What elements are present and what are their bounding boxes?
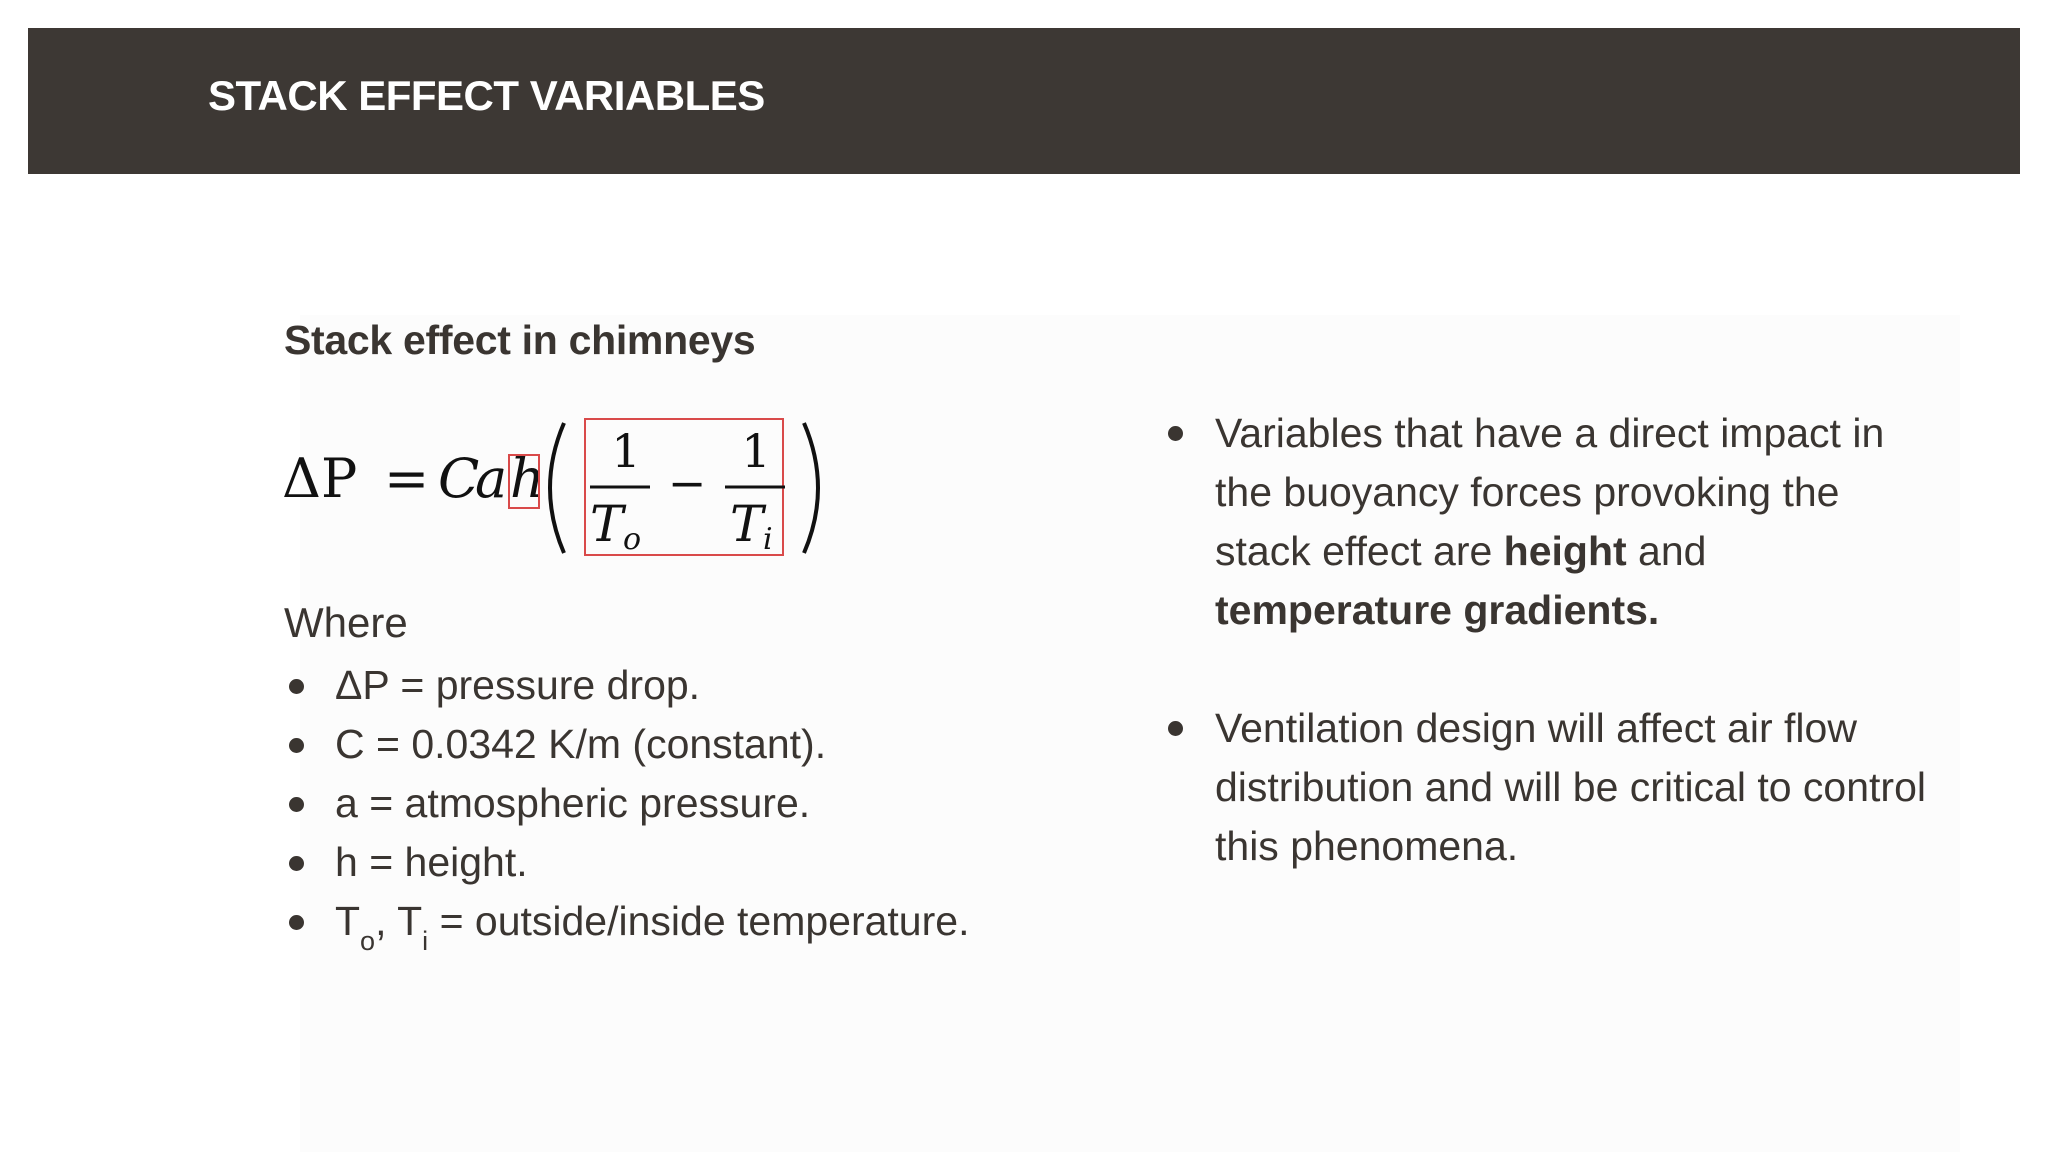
fraction-denominator-ti-subscript: i [763,522,773,557]
fraction-numerator-right: 1 [741,424,771,478]
slide-title: STACK EFFECT VARIABLES [208,72,765,119]
where-label: Where [284,599,408,646]
temp-separator: , [375,898,398,944]
list-item [284,896,969,955]
fraction-denominator-ti: T [730,495,764,553]
stack-effect-formula [280,413,840,563]
bullet-icon [289,797,304,812]
key-point-bold-temperature: temperature gradients. [1215,587,1660,633]
bullet-icon [289,679,304,694]
list-item [284,719,969,778]
list-item [1166,404,1926,640]
fraction-numerator-left: 1 [611,424,641,478]
key-point-text-middle: and [1626,528,1707,574]
key-points-list [1166,404,1926,876]
key-point-text: Ventilation design will affect air flow distribution and will be critical to control this phenomena. [1215,705,1926,869]
fraction-denominator-to: T [590,495,624,553]
key-point-text: Variables that have a direct impact in the buoyancy forces provoking the stack effect are [1215,410,1885,574]
list-item [284,660,969,719]
formula-delta-p: ΔP [282,447,358,510]
bullet-icon [289,738,304,753]
bullet-icon [1168,721,1183,736]
list-item [284,778,969,837]
formula-atmospheric-a: a [475,447,508,510]
formula-minus: − [667,456,707,510]
temp-sub-outside: o [360,926,376,956]
temp-var-outside: T [335,898,361,944]
formula-equals: = [384,447,430,510]
definition-text: ΔP = pressure drop. [335,662,701,708]
list-item [1166,699,1926,876]
definition-text: a = atmospheric pressure. [335,780,811,826]
list-item [284,837,969,896]
formula-height-h: h [510,447,545,510]
definition-text: C = 0.0342 K/m (constant). [335,721,827,767]
definition-text: = outside/inside temperature. [428,898,970,944]
bullet-icon [289,915,304,930]
bullet-icon [289,856,304,871]
bullet-icon [1168,426,1183,441]
right-parenthesis [804,423,818,553]
definition-text: h = height. [335,839,528,885]
key-point-bold-height: height [1503,528,1627,574]
formula-constant-c: C [438,447,480,510]
left-parenthesis [550,423,564,553]
variable-definitions-list [284,660,969,955]
section-title: Stack effect in chimneys [284,317,756,363]
temp-sub-inside: i [422,926,429,956]
fraction-denominator-to-subscript: o [623,522,642,557]
temp-var-inside: T [397,898,423,944]
